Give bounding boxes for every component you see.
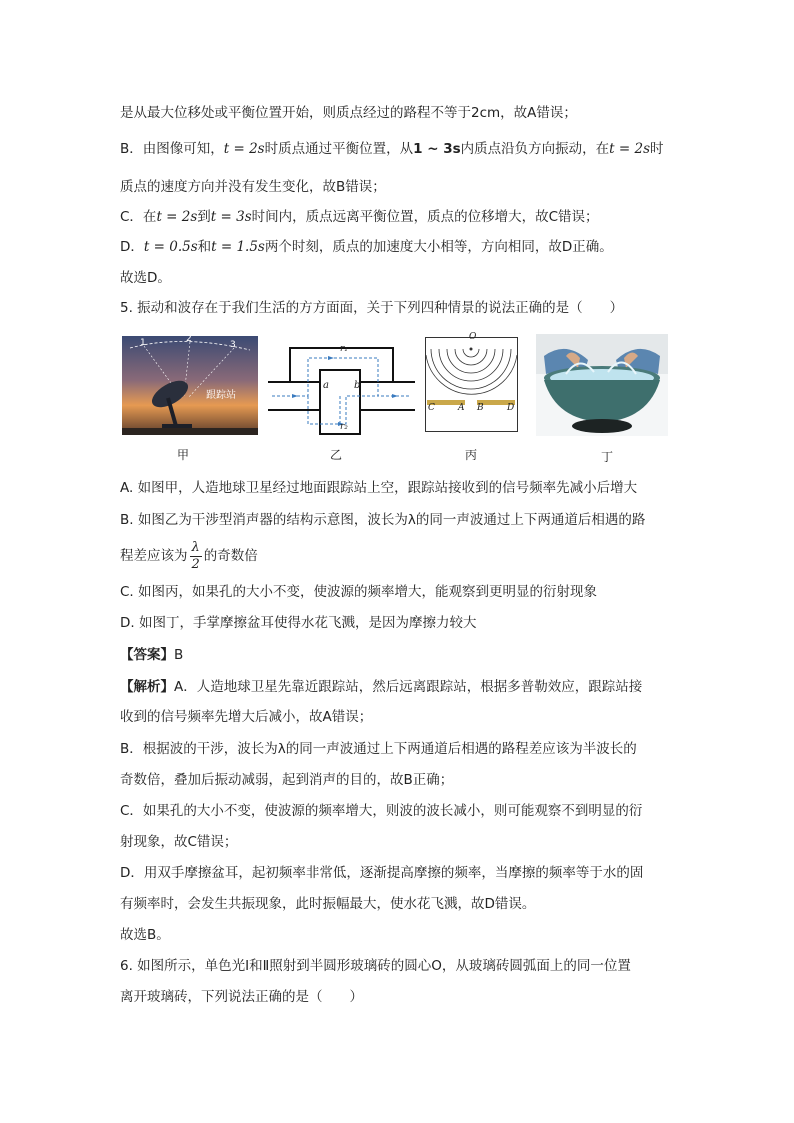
diagram-label: b: [354, 380, 361, 391]
analysis-line: 射现象，故C错误；: [120, 834, 238, 850]
option-a: A. 如图甲，人造地球卫星经过地面跟踪站上空，跟踪站接收到的信号频率先减小后增大: [120, 480, 638, 496]
diagram-label: B: [477, 403, 484, 413]
text-line: 质点的速度方向并没有发生变化，故B错误；: [120, 179, 386, 195]
figure-caption-bing: 丙: [464, 448, 477, 462]
analysis-line: 收到的信号频率先增大后减小，故A错误；: [120, 709, 373, 725]
figure-caption-yi: 乙: [329, 448, 342, 462]
analysis-line: 有频率时，会发生共振现象，此时振幅最大，使水花飞溅，故D错误。: [120, 896, 536, 912]
diagram-label: O: [469, 332, 477, 342]
figure-jia-satellite-photo: [122, 336, 258, 435]
diagram-label: A: [458, 403, 465, 413]
analysis-line: 故选B。: [120, 927, 170, 943]
figure-caption-ding: 丁: [600, 450, 613, 464]
text-line: D．t = 0.5s和t = 1.5s两个时刻，质点的加速度大小相等，方向相同，故D正确。: [120, 239, 613, 255]
question-6-stem: 6. 如图所示，单色光Ⅰ和Ⅱ照射到半圆形玻璃砖的圆心O，从玻璃砖圆弧面上的同一位置: [120, 958, 631, 974]
analysis-line: 奇数倍，叠加后振动减弱，起到消声的目的，故B正确；: [120, 772, 454, 788]
satellite-label: 1: [140, 338, 146, 348]
option-c: C. 如图丙，如果孔的大小不变，使波源的频率增大，能观察到更明显的衍射现象: [120, 584, 598, 600]
diagram-label: r₁: [340, 344, 348, 354]
diagram-label: C: [428, 403, 435, 413]
diagram-label: D: [507, 403, 515, 413]
text-line: B．由图像可知，t = 2s时质点通过平衡位置，从1 ~ 3s内质点沿负方向振动，在t = 2s时: [120, 141, 664, 157]
figure-caption-jia: 甲: [176, 448, 189, 462]
text-line: 故选D。: [120, 270, 171, 286]
figure-yi-muffler-diagram: [268, 340, 415, 438]
fraction-lambda-over-2: $\frac{\lambda}{2}$: [191, 539, 200, 572]
option-b-line1: B. 如图乙为干涉型消声器的结构示意图，波长为λ的同一声波通过上下两通道后相遇的路: [120, 512, 646, 528]
answer-line: 【答案】B: [120, 647, 184, 663]
diagram-label: r₂: [340, 422, 348, 432]
diagram-label: a: [323, 380, 329, 391]
satellite-label: 2: [186, 334, 192, 344]
station-label: 跟踪站: [206, 390, 236, 401]
figure-bing-diffraction-diagram: [425, 332, 518, 432]
analysis-line: C．如果孔的大小不变，使波源的频率增大，则波的波长减小，则可能观察不到明显的衍: [120, 803, 643, 819]
analysis-line: B．根据波的干涉，波长为λ的同一声波通过上下两通道后相遇的路程差应该为半波长的: [120, 741, 637, 757]
analysis-line: D．用双手摩擦盆耳，起初频率非常低，逐渐提高摩擦的频率，当摩擦的频率等于水的固: [120, 865, 644, 881]
option-b-line2: 程差应该为 $\frac{\lambda}{2}$ 的奇数倍: [120, 539, 258, 572]
question-5-stem: 5. 振动和波存在于我们生活的方方面面，关于下列四种情景的说法正确的是（ ）: [120, 300, 624, 316]
text-line: C．在t = 2s到t = 3s时间内，质点远离平衡位置，质点的位移增大，故C错误；: [120, 209, 599, 225]
analysis-line: 【解析】A．人造地球卫星先靠近跟踪站，然后远离跟踪站，根据多普勒效应，跟踪站接: [120, 679, 643, 695]
figure-ding-bowl-photo: [536, 334, 668, 436]
text-line: 是从最大位移处或平衡位置开始，则质点经过的路程不等于2cm，故A错误；: [120, 105, 577, 121]
option-d: D. 如图丁，手掌摩擦盆耳使得水花飞溅，是因为摩擦力较大: [120, 615, 477, 631]
question-6-stem: 离开玻璃砖，下列说法正确的是（ ）: [120, 989, 363, 1005]
satellite-label: 3: [230, 340, 236, 350]
